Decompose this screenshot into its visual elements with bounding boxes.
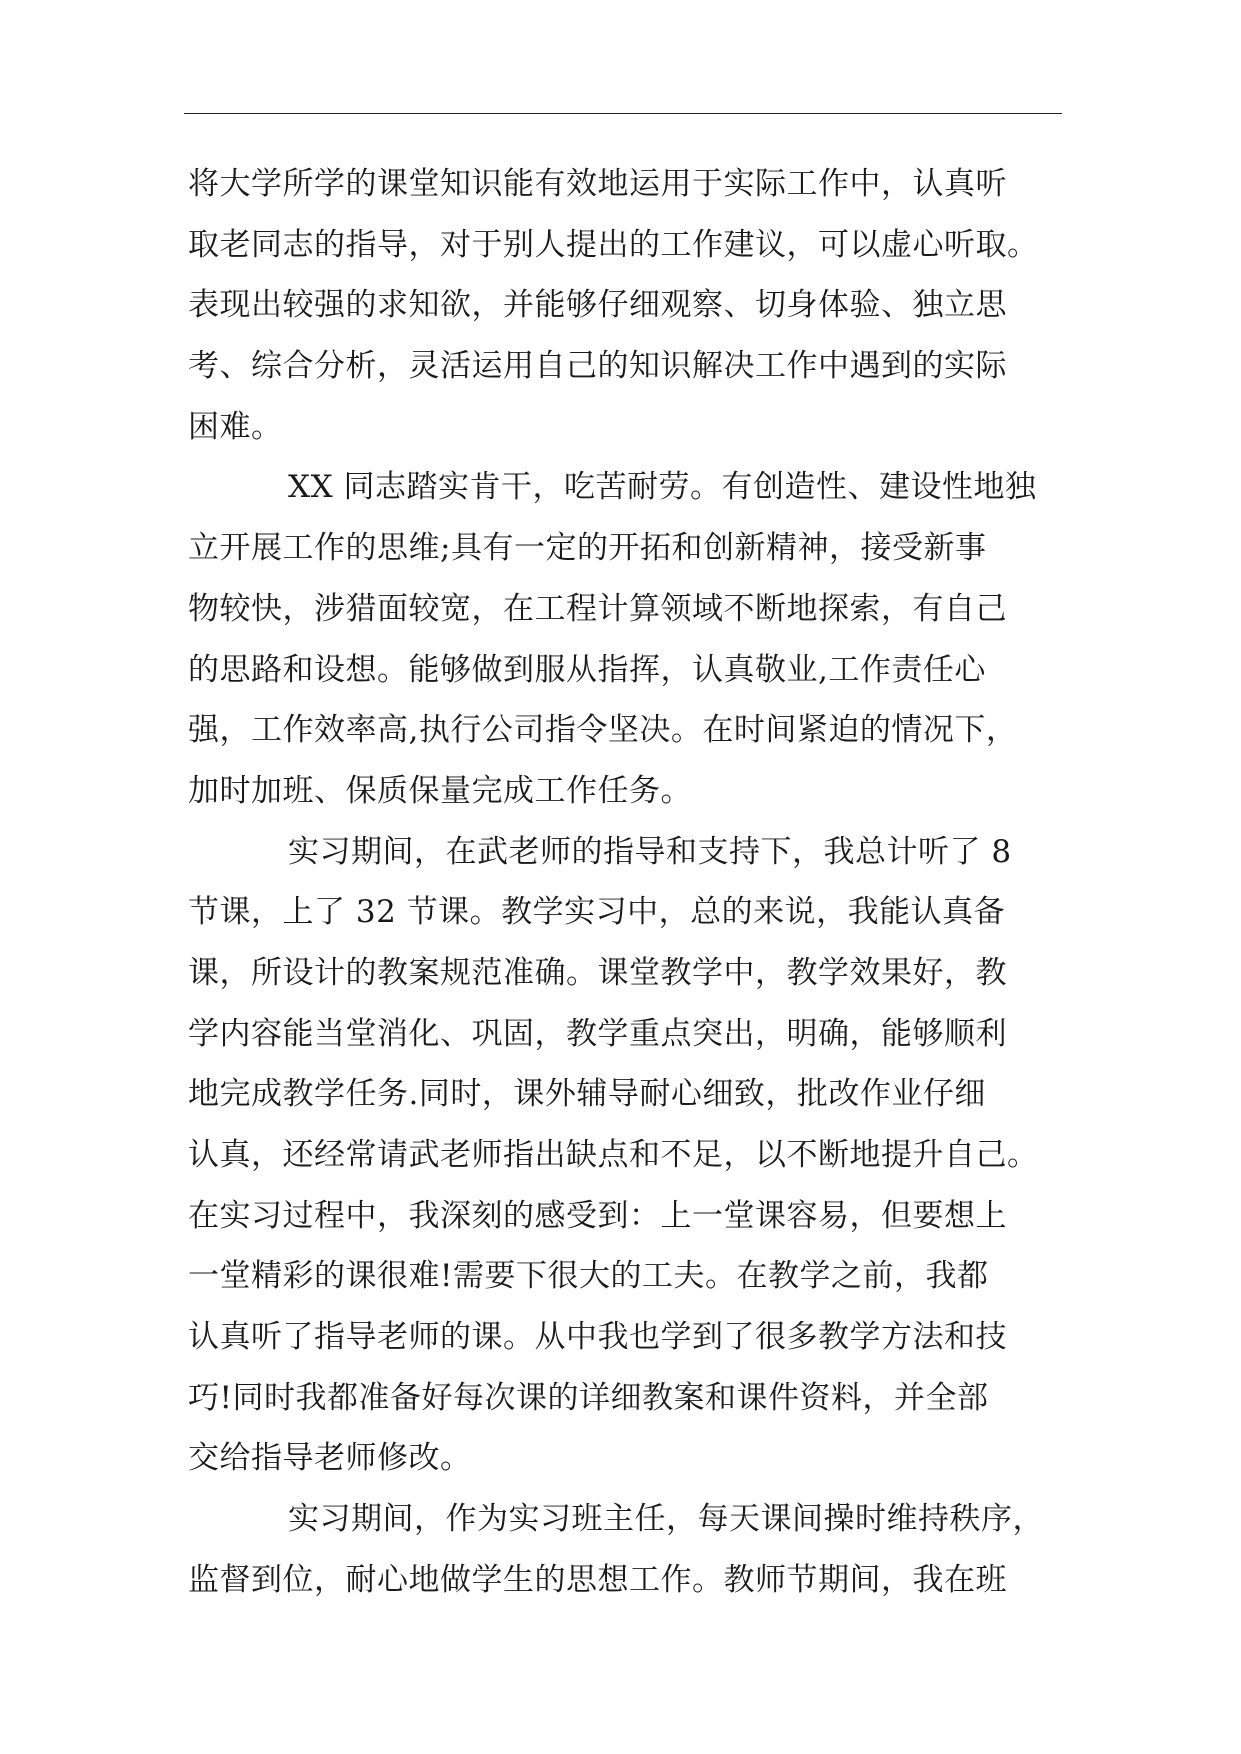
text-line: 地完成教学任务.同时，课外辅导耐心细致，批改作业仔细 — [188, 1076, 986, 1113]
text-line: 学内容能当堂消化、巩固，教学重点突出，明确，能够顺利 — [188, 1015, 1007, 1052]
text-line: 取老同志的指导，对于别人提出的工作建议，可以虚心听取。 — [188, 226, 1039, 263]
text-line: 在实习过程中，我深刻的感受到：上一堂课容易，但要想上 — [188, 1197, 1007, 1234]
text-line: 认真听了指导老师的课。从中我也学到了很多教学方法和技 — [188, 1319, 1007, 1356]
text-line: 立开展工作的思维;具有一定的开拓和创新精神，接受新事 — [188, 530, 987, 567]
text-line: 将大学所学的课堂知识能有效地运用于实际工作中，认真听 — [188, 166, 1007, 202]
text-line: 加时加班、保质保量完成工作任务。 — [188, 772, 692, 809]
text-line: 强，工作效率高,执行公司指令坚决。在时间紧迫的情况下， — [188, 712, 1018, 749]
text-line: 监督到位，耐心地做学生的思想工作。教师节期间，我在班 — [188, 1561, 1007, 1598]
text-line: 认真，还经常请武老师指出缺点和不足，以不断地提升自己。 — [188, 1137, 1039, 1173]
text-line: 的思路和设想。能够做到服从指挥，认真敬业,工作责任心 — [188, 651, 986, 688]
text-line: 表现出较强的求知欲，并能够仔细观察、切身体验、独立思 — [188, 287, 1007, 324]
paragraph-first-line: 实习期间，作为实习班主任，每天课间操时维持秩序， — [288, 1501, 1044, 1538]
text-line: 考、综合分析，灵活运用自己的知识解决工作中遇到的实际 — [188, 348, 1007, 385]
text-line: 节课，上了 32 节课。教学实习中，总的来说，我能认真备 — [188, 894, 1006, 931]
paragraph-first-line: 实习期间，在武老师的指导和支持下，我总计听了 8 — [288, 833, 1012, 870]
text-line: 困难。 — [188, 408, 283, 445]
text-line: 交给指导老师修改。 — [188, 1440, 472, 1477]
text-line: 一堂精彩的课很难!需要下很大的工夫。在教学之前，我都 — [188, 1258, 989, 1295]
text-line: 物较快，涉猎面较宽，在工程计算领域不断地探索，有自己 — [188, 590, 1007, 627]
text-line: 课，所设计的教案规范准确。课堂教学中，教学效果好，教 — [188, 954, 1007, 991]
header-rule — [184, 113, 1062, 114]
paragraph-first-line: XX 同志踏实肯干，吃苦耐劳。有创造性、建设性地独 — [288, 469, 1037, 506]
document-body — [188, 154, 1068, 1611]
text-line: 巧!同时我都准备好每次课的详细教案和课件资料，并全部 — [188, 1379, 989, 1416]
